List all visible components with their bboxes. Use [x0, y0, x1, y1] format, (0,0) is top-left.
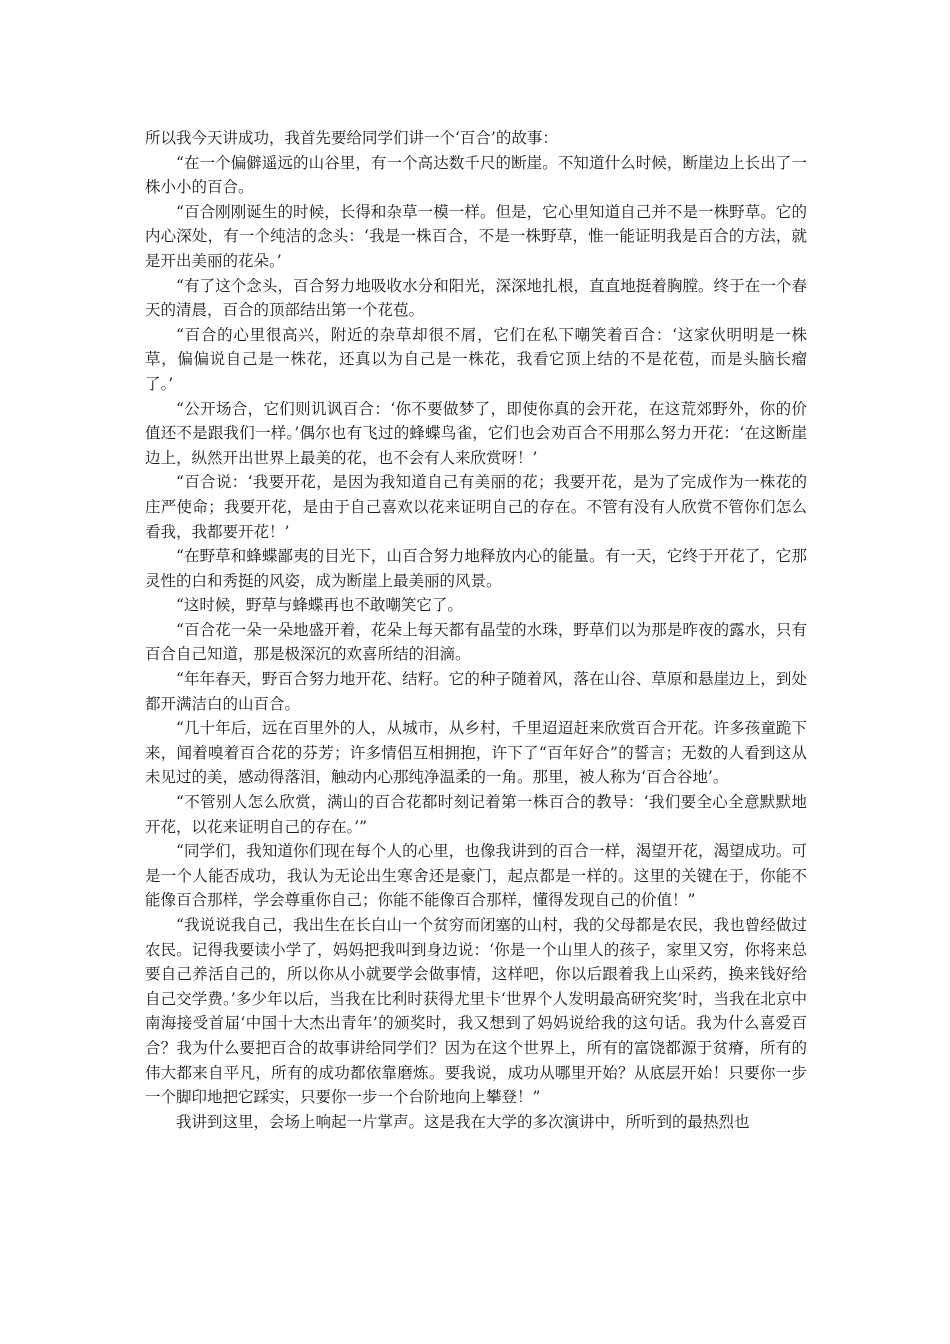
paragraph: “在野草和蜂蝶鄙夷的目光下，山百合努力地释放内心的能量。有一天，它终于开花了，它那灵性的白和秀挺的风姿，成为断崖上最美丽的风景。 — [145, 547, 807, 590]
paragraph: “百合花一朵一朵地盛开着，花朵上每天都有晶莹的水珠，野草们以为那是昨夜的露水，只有百合自己知道，那是极深沉的欢喜所结的泪滴。 — [145, 620, 807, 664]
paragraph: “年年春天，野百合努力地开花、结籽。它的种子随着风，落在山谷、草原和悬崖边上，到处都开满洁白的山百合。 — [145, 670, 807, 713]
paragraph: “公开场合，它们则讥讽百合：‘你不要做梦了，即使你真的会开花，在这荒郊野外，你的价值还不是跟我们一样。’偶尔也有飞过的蜂蝶鸟雀，它们也会劝百合不用那么努力开花：‘在这断崖边上，纵然开出世界上最美的花，也不会有人来欣赏呀！’ — [145, 399, 807, 467]
paragraph: “百合的心里很高兴，附近的杂草却很不屑，它们在私下嘲笑着百合：‘这家伙明明是一株草，偏偏说自己是一株花，还真以为自己是一株花，我看它顶上结的不是花苞，而是头脑长瘤了。’ — [145, 325, 807, 393]
paragraph: “百合刚刚诞生的时候，长得和杂草一模一样。但是，它心里知道自己并不是一株野草。它的内心深处，有一个纯洁的念头：‘我是一株百合，不是一株野草，惟一能证明我是百合的方法，就是开出美丽的花朵。’ — [145, 202, 807, 270]
paragraph: “不管别人怎么欣赏，满山的百合花都时刻记着第一株百合的教导：‘我们要全心全意默默地开花，以花来证明自己的存在。’” — [145, 793, 807, 836]
document-body — [145, 126, 807, 1134]
paragraph: “百合说：‘我要开花，是因为我知道自己有美丽的花；我要开花，是为了完成作为一株花的庄严使命；我要开花，是由于自己喜欢以花来证明自己的存在。不管有没有人欣赏不管你们怎么看我，我都要开花！’ — [145, 473, 807, 541]
paragraph: “几十年后，远在百里外的人，从城市，从乡村，千里迢迢赶来欣赏百合开花。许多孩童跪下来，闻着嗅着百合花的芬芳；许多情侣互相拥抱，许下了“百年好合”的誓言；无数的人看到这从未见过的美，感动得落泪，触动内心那纯净温柔的一角。那里，被人称为‘百合谷地’。 — [145, 719, 807, 787]
paragraph: “在一个偏僻遥远的山谷里，有一个高达数千尺的断崖。不知道什么时候，断崖边上长出了一株小小的百合。 — [145, 153, 807, 197]
paragraph: “我说说我自己，我出生在长白山一个贫穷而闭塞的山村，我的父母都是农民，我也曾经做过农民。记得我要读小学了，妈妈把我叫到身边说：‘你是一个山里人的孩子，家里又穷，你将来总要自己养活自己的，所以你从小就要学会做事情，这样吧，你以后跟着我上山采药，换来钱好给自己交学费。’多少年以后，当我在比利时获得尤里卡‘世界个人发明最高研究奖’时，当我在北京中南海接受首届‘中国十大杰出青年’的颁奖时，我又想到了妈妈说给我的这句话。我为什么喜爱百合？我为什么要把百合的故事讲给同学们？因为在这个世界上，所有的富饶都源于贫瘠，所有的伟大都来自平凡，所有的成功都依靠磨炼。要我说，成功从哪里开始？从底层开始！只要你一步一个脚印地把它踩实，只要你一步一个台阶地向上攀登！” — [145, 916, 807, 1107]
paragraph: 我讲到这里，会场上响起一片掌声。这是我在大学的多次演讲中，所听到的最热烈也 — [176, 1112, 750, 1131]
paragraph: “这时候，野草与蜂蝶再也不敢嘲笑它了。 — [176, 596, 463, 615]
paragraph-intro: 所以我今天讲成功，我首先要给同学们讲一个‘百合’的故事： — [145, 129, 558, 147]
paragraph: “有了这个念头，百合努力地吸收水分和阳光，深深地扎根，直直地挺着胸膛。终于在一个春天的清晨，百合的顶部结出第一个花苞。 — [145, 276, 807, 320]
paragraph: “同学们，我知道你们现在每个人的心里，也像我讲到的百合一样，渴望开花，渴望成功。可是一个人能否成功，我认为无论出生寒舍还是豪门，起点都是一样的。这里的关键在于，你能不能像百合那样，学会尊重你自己；你能不能像百合那样，懂得发现自己的价值！” — [145, 842, 807, 910]
